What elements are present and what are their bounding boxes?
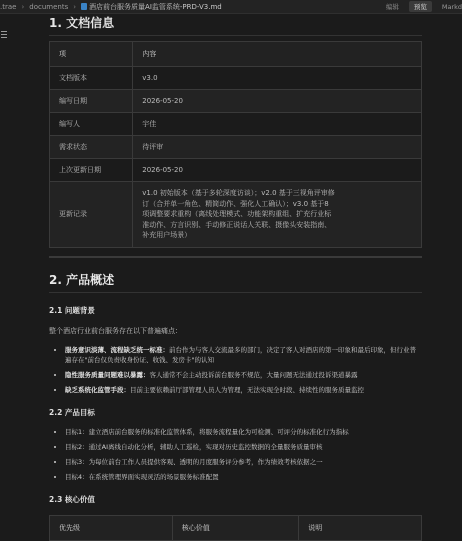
table-header: 优先级: [50, 515, 173, 540]
table-row: [50, 90, 422, 113]
goal-list: [49, 427, 422, 482]
markdown-file-icon: [81, 3, 87, 10]
list-item-lead: 服务意识淡薄、流程缺乏统一标准：: [65, 345, 169, 354]
doc-info-table: [49, 41, 422, 248]
top-bar: [0, 0, 462, 14]
list-item: [65, 385, 422, 395]
section-title-overview: 2. 产品概述: [49, 271, 422, 293]
table-header: 内容: [133, 42, 422, 67]
update-history-line: 准动作、方言识别、手动修正说话人关联、摄像头安装指南、: [142, 220, 332, 229]
table-cell: 文档版本: [50, 67, 133, 90]
table-cell: 编写人: [50, 113, 133, 136]
chevron-right-icon: ›: [21, 2, 25, 11]
horizontal-rule: [49, 256, 422, 258]
table-header: 说明: [299, 515, 422, 540]
view-mode-switcher: [386, 0, 462, 13]
table-header-row: [50, 42, 422, 67]
breadcrumb: [0, 2, 222, 12]
list-item-lead: 隐性服务质量问题难以暴露：: [65, 370, 150, 379]
update-history-line: 补充用户场景）: [142, 231, 192, 239]
list-item: • 目标4：在系统管理界面实现灵活的场景服务标准配置: [65, 472, 422, 482]
table-header-row: [50, 515, 422, 540]
preview-mode-button[interactable]: 预览: [409, 1, 432, 12]
table-cell: 上次更新日期: [50, 159, 133, 182]
table-row: [50, 159, 422, 182]
table-cell: 2026-05-20: [133, 159, 422, 182]
table-cell: 需求状态: [50, 136, 133, 159]
markdown-mode-button[interactable]: Markd: [441, 2, 462, 11]
table-header: 项: [50, 42, 133, 67]
subsection-title-value: 2.3 核心价值: [49, 494, 95, 504]
subsection-title-goals: 2.2 产品目标: [49, 407, 95, 417]
outline-toggle-icon[interactable]: [1, 31, 7, 40]
list-item-text: 目前主要依赖前厅部管理人员人为管理，无法实现全时段、持续性的服务质量监控: [130, 385, 364, 394]
table-cell: 宇佳: [133, 113, 422, 136]
table-cell: v3.0: [133, 67, 422, 90]
update-history-cell: [133, 182, 422, 248]
table-cell: 2026-05-20: [133, 90, 422, 113]
table-row: [50, 136, 422, 159]
list-item: • 目标2：通过AI离线自动化分析，辅助人工巡检，实现对历史监控数据的全量服务质量审核: [65, 442, 422, 452]
list-item: [65, 370, 422, 380]
list-item-lead: 缺乏系统化监管手段：: [65, 385, 130, 394]
list-item: [65, 345, 422, 365]
core-value-table: [49, 515, 422, 541]
update-history-line: v1.0 初始版本（基于多轮深度访谈）；v2.0 基于三视角评审修: [142, 189, 335, 197]
pain-point-list: [49, 345, 422, 395]
update-history-line: 订（合并单一角色、精简动作、强化人工确认）；v3.0 基于8: [142, 199, 329, 208]
breadcrumb-item-trae[interactable]: .trae: [0, 2, 17, 11]
markdown-preview: [49, 13, 422, 541]
table-cell: 编写日期: [50, 90, 133, 113]
subsection-title-background: 2.1 问题背景: [49, 305, 95, 315]
table-cell: 待评审: [133, 136, 422, 159]
update-history-line: 项调整要求重构（离线处理模式、功能架构重组、扩充行业标: [142, 210, 332, 218]
chevron-right-icon: ›: [73, 2, 77, 11]
breadcrumb-current-file[interactable]: 酒店前台服务质量AI监管系统-PRD-V3.md: [89, 2, 222, 11]
list-item-text: 前台作为与客人交流最多的部门，决定了客人对酒店的第一印象和最后印象，但行业普遍存在"前台仅负责收身份证、收钱、发房卡"的认知: [65, 345, 416, 364]
breadcrumb-item-documents[interactable]: documents: [29, 2, 69, 11]
table-cell: 更新记录: [50, 182, 133, 248]
list-item: • 目标1：建立酒店前台服务的标准化监管体系，将服务流程量化为可检测、可评分的标准化行为指标: [65, 427, 422, 437]
paragraph: 整个酒店行业前台服务存在以下普遍痛点：: [49, 326, 182, 335]
table-header: 核心价值: [172, 515, 298, 540]
table-row: [50, 67, 422, 90]
list-item-text: 客人通常不会主动投诉前台服务不规范，大量问题无法通过投诉渠道暴露: [149, 370, 358, 379]
section-title-doc-info: 1. 文档信息: [49, 13, 422, 36]
table-row: [50, 182, 422, 248]
table-row: [50, 113, 422, 136]
list-item: • 目标3：为每位前台工作人员提供客观、透明的月度服务评分参考，作为绩效考核依据之一: [65, 457, 422, 467]
edit-mode-button[interactable]: 编辑: [385, 3, 399, 11]
